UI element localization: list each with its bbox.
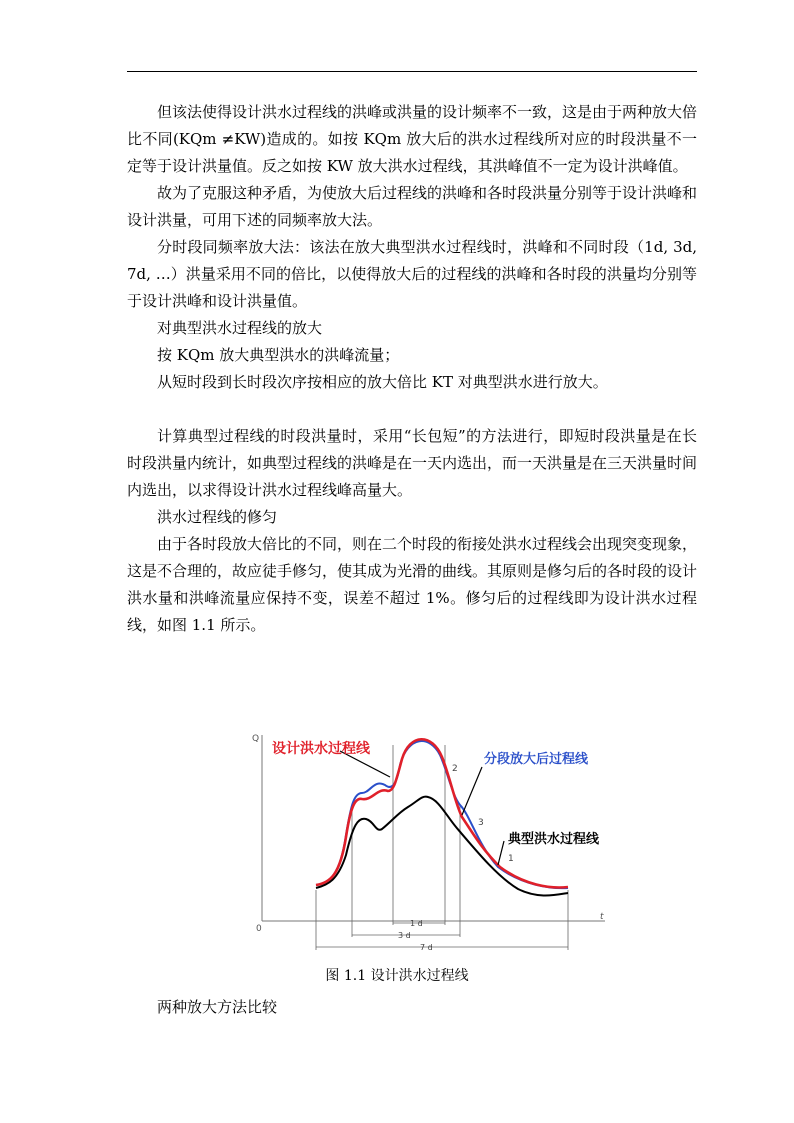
paragraph-3: 分时段同频率放大法：该法在放大典型洪水过程线时，洪峰和不同时段（1d, 3d, 7d, …）洪量采用不同的倍比，以使得放大后的过程线的洪峰和各时段的洪量均分别等于设计洪峰和设计洪量值。 <box>127 238 697 310</box>
scaled-hydrograph-label: 分段放大后过程线 <box>484 752 589 767</box>
curve-number-2: 2 <box>452 764 458 774</box>
span-3d-label: 3 d <box>398 931 411 940</box>
flood-hydrograph-figure <box>250 725 620 960</box>
curve-number-3: 3 <box>478 818 484 828</box>
paragraph-2: 故为了克服这种矛盾，为使放大后过程线的洪峰和各时段洪量分别等于设计洪峰和设计洪量，可用下述的同频率放大法。 <box>127 184 698 229</box>
typical-leader <box>498 841 504 865</box>
origin-label: 0 <box>256 924 262 934</box>
step-1: 按 KQm 放大典型洪水的洪峰流量； <box>157 346 400 364</box>
paragraph-4: 计算典型过程线的时段洪量时，采用“长包短”的方法进行，即短时段洪量是在长时段洪量内统计，如典型过程线的洪峰是在一天内选出，而一天洪量是在三天洪量时间内选出，以求得设计洪水过程线峰高量大。 <box>127 427 698 499</box>
typical-hydrograph-label: 典型洪水过程线 <box>508 832 600 847</box>
curve-number-1: 1 <box>508 854 514 864</box>
span-1d-label: 1 d <box>410 919 423 928</box>
span-7d-label: 7 d <box>420 943 433 952</box>
design-hydrograph-label: 设计洪水过程线 <box>272 741 370 757</box>
figure-caption: 图 1.1 设计洪水过程线 <box>325 968 469 984</box>
paragraph-5: 由于各时段放大倍比的不同，则在二个时段的衔接处洪水过程线会出现突变现象，这是不合理的，故应徒手修匀，使其成为光滑的曲线。其原则是修匀后的各时段的设计洪水量和洪峰流量应保持不变，误差不超过 1%。修匀后的过程线即为设计洪水过程线，如图 1.1 所示。 <box>127 535 698 634</box>
header-rule <box>127 71 697 72</box>
x-axis-label: t <box>600 912 604 922</box>
step-2: 从短时段到长时段次序按相应的放大倍比 KT 对典型洪水进行放大。 <box>157 373 608 391</box>
hydrograph-svg <box>250 725 620 960</box>
section-heading-comparison: 两种放大方法比较 <box>157 998 278 1016</box>
scaled-leader <box>462 767 482 815</box>
paragraph-1: 但该法使得设计洪水过程线的洪峰或洪量的设计频率不一致，这是由于两种放大倍比不同(KQm ≠KW)造成的。如按 KQm 放大后的洪水过程线所对应的时段洪量不一定等于设计洪量值。反之如按 KW 放大洪水过程线，其洪峰值不一定为设计洪峰值。 <box>127 103 698 175</box>
y-axis-label: Q <box>252 734 260 744</box>
document-body <box>127 99 697 639</box>
heading-smoothing: 洪水过程线的修匀 <box>157 508 278 526</box>
heading-scaling: 对典型洪水过程线的放大 <box>157 319 323 337</box>
